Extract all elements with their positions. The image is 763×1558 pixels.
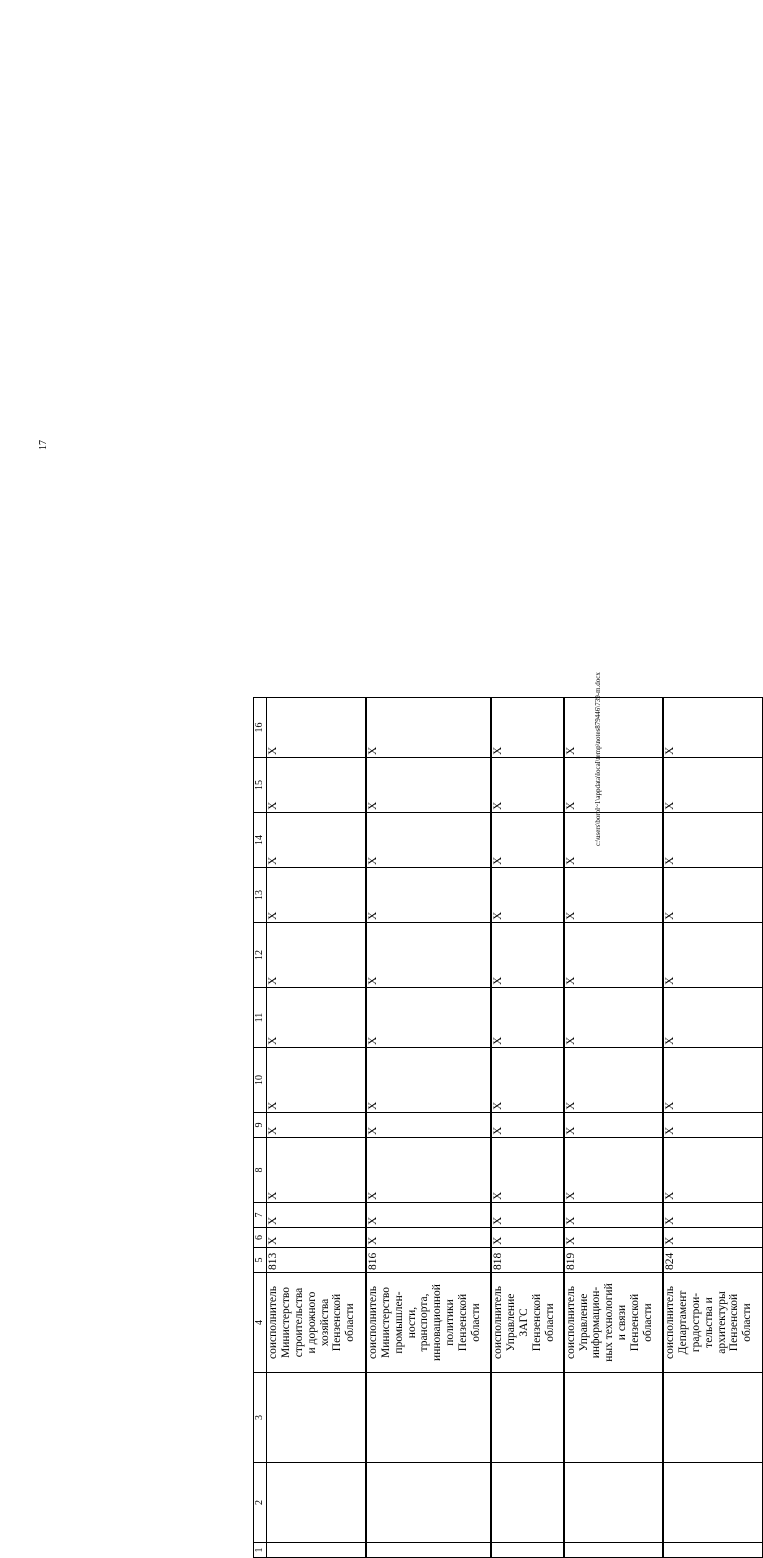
mark-cell: X [491,1138,563,1203]
mark-cell: X [491,1113,563,1138]
executor-text-line: хозяйства [318,1298,331,1347]
executor-text-line: и дорожного [305,1291,318,1354]
executor-text-line: Пензенской [457,1293,470,1352]
executor-cell [366,1273,491,1373]
mark-cell: X [564,1138,663,1203]
empty-cell [366,1543,491,1558]
executor-text-line: области [641,1303,654,1342]
executor-text-line: Департамент [676,1290,689,1355]
mark-cell: X [366,988,491,1048]
empty-cell [267,1463,366,1543]
code-cell: 813 [267,1248,366,1273]
executor-text-line: инновационной [431,1284,444,1361]
header-cell: 9 [254,1113,267,1138]
mark-cell: X [267,868,366,923]
executor-cell [267,1273,366,1373]
mark-cell: X [564,1048,663,1113]
mark-cell: X [366,868,491,923]
header-cell: 2 [254,1463,267,1543]
empty-cell [564,1543,663,1558]
empty-cell [663,1463,762,1543]
rotated-page [253,698,763,1558]
executor-text-line: соисполнитель [492,1285,505,1360]
code-cell: 824 [663,1248,762,1273]
executor-text-line: политики [444,1299,457,1346]
mark-cell: X [267,758,366,813]
mark-cell: X [564,758,663,813]
header-cell: 11 [254,988,267,1048]
executor-text-line: градострои- [689,1292,702,1353]
empty-cell [491,1543,563,1558]
code-cell: 816 [366,1248,491,1273]
header-cell: 10 [254,1048,267,1113]
executor-text-line: области [469,1303,482,1342]
table-row [267,698,366,1558]
executor-text-line: Пензенской [629,1293,642,1352]
executor-text-line: соисполнитель [564,1285,577,1360]
executor-text-line: Управление [505,1293,518,1352]
empty-cell [663,1373,762,1463]
mark-cell: X [491,988,563,1048]
mark-cell: X [564,923,663,988]
mark-cell: X [366,1048,491,1113]
header-cell: 8 [254,1138,267,1203]
header-cell: 1 [254,1543,267,1558]
table-row [663,698,762,1558]
executor-cell [564,1273,663,1373]
executor-text-line: области [741,1303,754,1342]
mark-cell: X [564,868,663,923]
header-cell: 16 [254,698,267,758]
table-row [491,698,563,1558]
mark-cell: X [491,868,563,923]
mark-cell: X [663,1048,762,1113]
mark-cell: X [366,698,491,758]
mark-cell: X [366,1228,491,1248]
header-cell: 4 [254,1273,267,1373]
mark-cell: X [491,698,563,758]
mark-cell: X [366,813,491,868]
mark-cell: X [267,1203,366,1228]
mark-cell: X [267,1048,366,1113]
empty-cell [491,1373,563,1463]
mark-cell: X [267,1228,366,1248]
executor-text-line: ности, [405,1306,418,1339]
mark-cell: X [267,988,366,1048]
mark-cell: X [663,758,762,813]
header-cell: 12 [254,923,267,988]
mark-cell: X [564,813,663,868]
mark-cell: X [366,1113,491,1138]
executor-text-line: ЗАГС [518,1308,531,1337]
code-cell: 819 [564,1248,663,1273]
mark-cell: X [267,1113,366,1138]
empty-cell [564,1463,663,1543]
code-cell: 818 [491,1248,563,1273]
executor-text-line: и связи [616,1304,629,1341]
mark-cell: X [366,923,491,988]
executor-text-line: соисполнитель [366,1285,379,1360]
mark-cell: X [564,988,663,1048]
empty-cell [267,1373,366,1463]
empty-cell [366,1373,491,1463]
mark-cell: X [491,813,563,868]
executor-cell [491,1273,563,1373]
executor-text-line: соисполнитель [664,1285,677,1360]
table-row [564,698,663,1558]
executor-text-line: Пензенской [728,1293,741,1352]
header-cell: 15 [254,758,267,813]
executor-cell [663,1273,762,1373]
header-cell: 13 [254,868,267,923]
mark-cell: X [267,698,366,758]
executor-text-line: Министерство [279,1287,292,1358]
executor-text-line: транспорта, [418,1293,431,1352]
empty-cell [564,1373,663,1463]
executor-text-line: строительства [292,1287,305,1358]
executor-text-line: тельства и [702,1297,715,1348]
executor-text-line: промышлен- [392,1291,405,1354]
mark-cell: X [366,1138,491,1203]
executor-text-line: архитектуры [715,1291,728,1354]
mark-cell: X [663,813,762,868]
data-table [253,697,763,1558]
mark-cell: X [491,758,563,813]
file-path-footer: c:\users\borol~1\appdata\local\temp\notes879446\739-m.docx [594,672,602,846]
table-row [366,698,491,1558]
mark-cell: X [663,988,762,1048]
header-row [254,698,267,1558]
mark-cell: X [267,923,366,988]
empty-cell [663,1543,762,1558]
mark-cell: X [564,1203,663,1228]
mark-cell: X [663,1228,762,1248]
header-cell: 6 [254,1228,267,1248]
executor-text-line: соисполнитель [267,1285,280,1360]
mark-cell: X [663,868,762,923]
executor-text-line: Управление [577,1293,590,1352]
mark-cell: X [491,1048,563,1113]
page-number: 17 [38,440,49,450]
header-cell: 7 [254,1203,267,1228]
mark-cell: X [366,1203,491,1228]
mark-cell: X [366,758,491,813]
mark-cell: X [663,923,762,988]
executor-text-line: Министерство [379,1287,392,1358]
mark-cell: X [663,1203,762,1228]
executor-text-line: области [344,1303,357,1342]
mark-cell: X [663,698,762,758]
mark-cell: X [663,1138,762,1203]
executor-text-line: информацион- [590,1286,603,1359]
executor-text-line: области [543,1303,556,1342]
mark-cell: X [491,923,563,988]
mark-cell: X [564,1228,663,1248]
mark-cell: X [267,1138,366,1203]
mark-cell: X [564,698,663,758]
executor-text-line: Пензенской [531,1293,544,1352]
empty-cell [366,1463,491,1543]
mark-cell: X [491,1228,563,1248]
executor-text-line: Пензенской [331,1293,344,1352]
header-cell: 5 [254,1248,267,1273]
header-cell: 14 [254,813,267,868]
mark-cell: X [267,813,366,868]
executor-text-line: ных технологий [603,1283,616,1362]
table-body [254,698,763,1558]
mark-cell: X [663,1113,762,1138]
mark-cell: X [491,1203,563,1228]
empty-cell [491,1463,563,1543]
empty-cell [267,1543,366,1558]
header-cell: 3 [254,1373,267,1463]
mark-cell: X [564,1113,663,1138]
